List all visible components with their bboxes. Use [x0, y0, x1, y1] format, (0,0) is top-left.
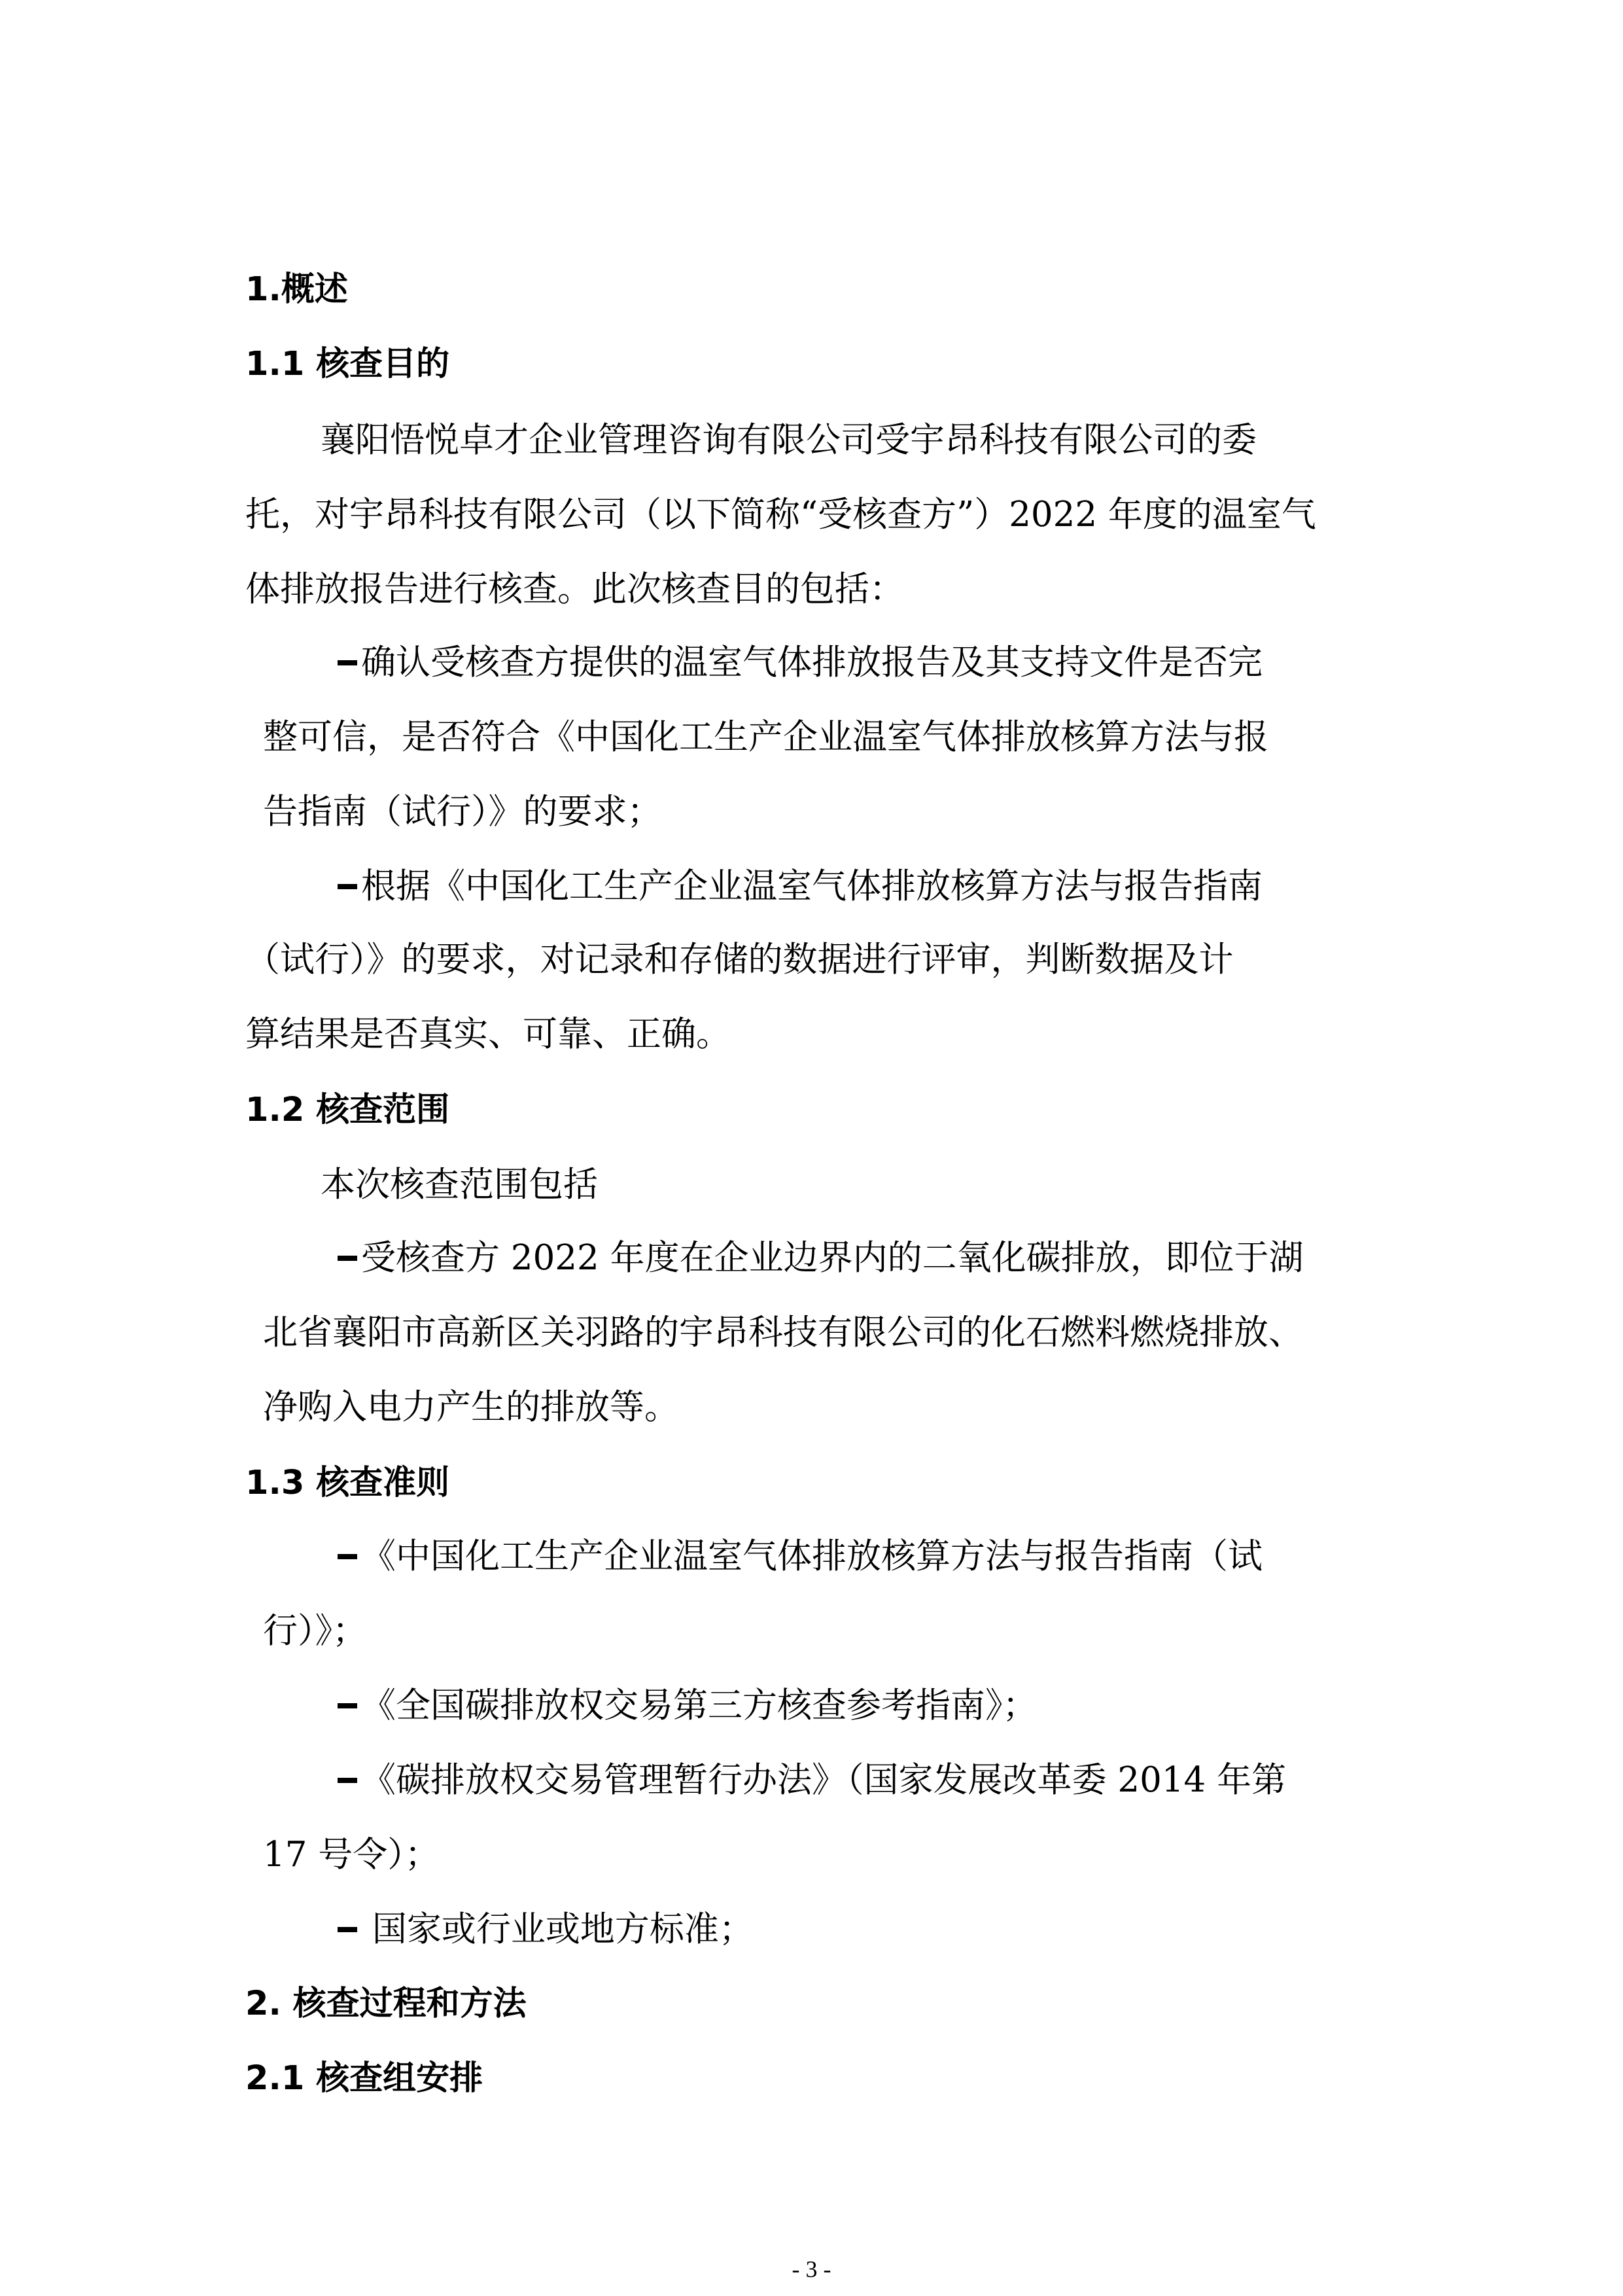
- section-heading-2: 2. 核查过程和方法: [245, 1985, 527, 2023]
- list-item-continuation: 整可信，是否符合《中国化工生产企业温室气体排放核算方法与报: [263, 717, 1268, 757]
- dash-bullet-icon: [338, 1703, 357, 1708]
- paragraph-line: 体排放报告进行核查。此次核查目的包括：: [245, 569, 904, 609]
- list-item-text: 《碳排放权交易管理暂行办法》（国家发展改革委 2014 年第: [361, 1760, 1287, 1800]
- list-item-text: 《中国化工生产企业温室气体排放核算方法与报告指南（试: [361, 1536, 1263, 1576]
- list-item-text: 受核查方 2022 年度在企业边界内的二氧化碳排放，即位于湖: [361, 1238, 1304, 1278]
- paragraph-line: 襄阳悟悦卓才企业管理咨询有限公司受宇昂科技有限公司的委: [321, 420, 1257, 460]
- list-item: [338, 1907, 754, 1952]
- paragraph-line: 托，对宇昂科技有限公司（以下简称“受核查方”）2022 年度的温室气: [245, 495, 1316, 535]
- paragraph-line: 本次核查范围包括: [321, 1165, 598, 1205]
- section-heading-2-1: 2.1 核查组安排: [245, 2059, 483, 2098]
- section-heading-1-3: 1.3 核查准则: [245, 1464, 450, 1502]
- section-heading-1: 1.概述: [245, 270, 348, 309]
- dash-bullet-icon: [338, 1778, 357, 1783]
- section-heading-1-2: 1.2 核查范围: [245, 1091, 450, 1129]
- list-item-continuation: 17 号令）；: [263, 1835, 440, 1875]
- list-item-continuation: 北省襄阳市高新区关羽路的宇昂科技有限公司的化石燃料燃烧排放、: [263, 1313, 1303, 1352]
- list-item-text: 根据《中国化工生产企业温室气体排放核算方法与报告指南: [361, 866, 1263, 906]
- list-item: [338, 1683, 1038, 1729]
- section-heading-1-1: 1.1 核查目的: [245, 345, 450, 383]
- dash-bullet-icon: [338, 1554, 357, 1559]
- list-item-continuation: 行）》；: [263, 1611, 367, 1651]
- list-item: [338, 1534, 1263, 1580]
- list-item-continuation: 算结果是否真实、可靠、正确。: [245, 1014, 731, 1054]
- dash-bullet-icon: [338, 1927, 357, 1932]
- list-item-text: 确认受核查方提供的温室气体排放报告及其支持文件是否完: [361, 643, 1263, 682]
- list-item: [338, 640, 1263, 686]
- list-item-continuation: 告指南（试行）》的要求；: [263, 792, 662, 832]
- list-item-continuation: （试行）》的要求，对记录和存储的数据进行评审，判断数据及计: [245, 940, 1234, 980]
- dash-bullet-icon: [338, 660, 357, 665]
- list-item-text: 国家或行业或地方标准；: [361, 1909, 754, 1949]
- list-item: [338, 1235, 1304, 1281]
- list-item: [338, 864, 1263, 910]
- list-item: [338, 1757, 1286, 1803]
- page-number: - 3 -: [792, 2256, 831, 2282]
- dash-bullet-icon: [338, 884, 357, 889]
- dash-bullet-icon: [338, 1256, 357, 1261]
- list-item-text: 《全国碳排放权交易第三方核查参考指南》；: [361, 1686, 1038, 1725]
- list-item-continuation: 净购入电力产生的排放等。: [263, 1387, 679, 1427]
